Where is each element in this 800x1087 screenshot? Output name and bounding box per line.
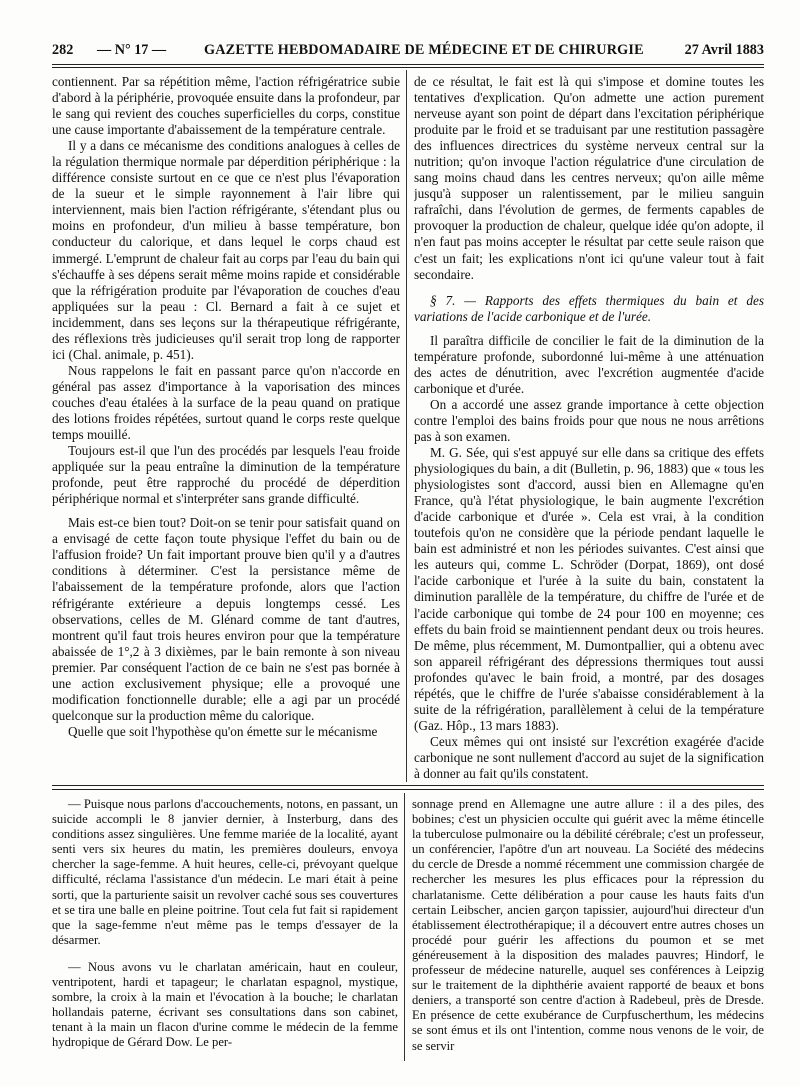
left-column <box>52 74 400 780</box>
paragraph: Quelle que soit l'hypothèse qu'on émette sur le mécanisme <box>68 723 378 739</box>
column-divider <box>404 793 405 1061</box>
paragraph: contiennent. Par sa répétition même, l'action réfrigératrice subie d'abord à la périphérie, provoquée ensuite dans la profondeur, par le sang qui revient des couches superficielles du corps, constitue une cause importante d'abaissement de la température centrale. <box>52 74 400 138</box>
news-right-column <box>412 797 764 1059</box>
paragraph: de ce résultat, le fait est là qui s'impose et domine toutes les tentatives d'explication. Qu'on admette une action purement nerveuse ayant son point de départ dans l'excitation périphérique produite par le froid et se traduisant par une restitution passagère des influences directrices du système nerveux central sur la nutrition; qu'on invoque l'action régulatrice d'une circulation de sang moins chaud dans les centres nerveux; qu'on aille même jusqu'à supposer un ralentissement, par le milieu sanguin rafraîchi, dans l'évolution de germes, de ferments capables de provoquer la production de chaleur, quelque idée qu'on adopte, il n'en faut pas moins accepter le résultat par cette seule raison que c'est un fait; les explications n'ont ici qu'une valeur tout à fait secondaire. <box>414 74 764 282</box>
journal-title: GAZETTE HEBDOMADAIRE DE MÉDECINE ET DE CHIRURGIE <box>204 42 644 58</box>
paragraph: Il paraîtra difficile de concilier le fait de la diminution de la température profonde, subordonné lui-même à une atténuation des actes de dénutrition, avec l'excrétion augmentée d'acide carbonique et d'urée. <box>414 332 764 396</box>
paragraph: Toujours est-il que l'un des procédés par lesquels l'eau froide appliquée sur la peau entraîne la diminution de la température profonde, peut être rapproché du procédé de déperdition périphérique normal et s'interpréter sans grande difficulté. <box>52 443 400 507</box>
page-header <box>52 42 764 64</box>
header-rule <box>52 64 764 65</box>
paragraph: On a accordé une assez grande importance à cette objection contre l'emploi des bains froids pour que nous ne nous arrêtions pas à son examen. <box>414 396 764 444</box>
paragraph: Ceux mêmes qui ont insisté sur l'excrétion exagérée d'acide carbonique ne sont nullement d'accord au sujet de la signification à donner au fait qu'ils constatent. <box>414 733 764 780</box>
issue-date: 27 Avril 1883 <box>684 42 764 58</box>
paragraph: Il y a dans ce mécanisme des conditions analogues à celles de la régulation thermique normale par déperdition périphérique : la différence consiste surtout en ce que ce n'est plus l'évaporation de la sueur et le simple rayonnement à l'air libre qui interviennent, mais bien l'action réfrigérante, s'étendant plus ou moins en profondeur, d'un milieu à basse température, bon conducteur du calorique, et dans lequel le corps chaud est immergé. L'emprunt de chaleur fait au corps par l'eau du bain qui s'échauffe à ses dépens serait même moins rapide et considérable que la réfrigération produite par l'évaporation de couches d'eau appliquées sur la peau : Cl. Bernard a fait à ce sujet et incidemment, dans ses leçons sur la thérapeutique réfrigérante, des réflexions très judicieuses qu'il serait trop long de rapporter ici (Chal. animale, p. 451). <box>52 138 400 362</box>
news-item: — Puisque nous parlons d'accouchements, notons, en passant, un suicide accompli le 8 janvier dernier, à Insterburg, dans des conditions assez singulières. Une femme mariée de la localité, ayant senti vers six heures du matin, les premières douleurs, envoya chercher la sage-femme. A huit heures, celle-ci, prévoyant quelque difficulté, réclama l'assistance d'un médecin. Le mari était à peine sorti, que la parturiente saisit un revolver caché sous ses couvertures et se tira une balle en pleine poitrine. Tout cela fut fait si rapidement que la sage-femme n'eut même pas le temps d'essayer de la désarmer. <box>52 797 398 947</box>
section-separator-thin <box>52 789 764 790</box>
header-rule-thin <box>52 67 764 68</box>
news-item: sonnage prend en Allemagne une autre allure : il a des piles, des bobines; c'est un physicien occulte qui guérit avec la même étincelle la tuberculose pulmonaire ou la débilité cérébrale; c'est un professeur, un conférencier, l'apôtre d'un art nouveau. La Société des médecins du cercle de Dresde a nommé récemment une commission chargée de rechercher les mesures les plus efficaces pour la répression du charlatanisme. Cette délibération a pour cause les hauts faits d'un certain Leibscher, ancien garçon tapissier, aujourd'hui directeur d'un établissement électrothérapique; il a découvert entre autres choses un procédé pour guérir les affections du poumon et se met généreusement à la disposition des malades pauvres; Hindorf, le professeur de médecine naturelle, auquel ses conférences à Leipzig sur le traitement de la diphthérie avaient rapporté de beaux et bons deniers, a transporté son centre d'action à Radebeul, près de Dresde. En présence de cette exubérance de Curpfuscherthum, les médecins se sont émus et ils ont l'intention, comme nous venons de le voir, de se servir <box>412 797 764 1053</box>
issue-number: — N° 17 — <box>97 42 167 58</box>
news-item: — Nous avons vu le charlatan américain, haut en couleur, ventripotent, hardi et tapageur; le charlatan espagnol, mystique, sombre, la croix à la main et l'évocation à la bouche; le charlatan hollandais paterne, écrivant ses consultations dans son cabinet, tenant à la main un flacon d'urine comme le médecin de la femme hydropique de Gérard Dow. Le per- <box>52 959 398 1050</box>
paragraph: M. G. Sée, qui s'est appuyé sur elle dans sa critique des effets physiologiques du bain, a dit (Bulletin, p. 96, 1883) que « tous les physiologistes sont d'accord, aussi bien en Allemagne qu'en France, qu'à l'état physiologique, le bain augmente l'excrétion d'acide carbonique et d'urée ». Cela est vrai, à la condition toutefois qu'on ne considère que la période pendant laquelle le bain est administré et non les périodes suivantes. C'est ainsi que les auteurs qui, comme L. Schröder (Dorpat, 1869), ont dosé l'acide carbonique et l'urée à la suite du bain, constatent la diminution parallèle de la température, du chiffre de l'urée et de l'acide carbonique qui tombe de 24 pour 100 en moyenne; ces effets du bain froid se maintiennent pendant deux ou trois heures. De même, plus récemment, M. Dumontpallier, qui a obtenu avec son appareil réfrigérant des dépressions thermiques tout aussi profondes qu'avec le bain froid, a montré, par des dosages répétés, que le chiffre de l'urée s'abaisse considérablement à la suite de la réfrigération, parallèlement à celui de la température (Gaz. Hôp., 13 mars 1883). <box>414 445 764 733</box>
page-number: 282 <box>52 42 74 58</box>
paragraph: Nous rappelons le fait en passant parce qu'on n'accorde en général pas assez d'importance à la vaporisation des minces couches d'eau étalées à la surface de la peau quand on pratique des lotions froides répétées, surtout quand le corps reste quelque temps mouillé. <box>52 362 400 443</box>
column-divider <box>406 70 407 782</box>
paragraph: Mais est-ce bien tout? Doit-on se tenir pour satisfait quand on a envisagé de cette façon toute physique l'effet du bain ou de l'affusion froide? Un fait important prouve bien qu'il y a d'autres conditions à déterminer. C'est la persistance même de l'abaissement de la température profonde, alors que l'action réfrigérante extérieure a depuis longtemps cessé. Les observations, celles de M. Glénard comme de tant d'autres, montrent qu'il faut trois heures environ pour que la température abaissée de 1°,2 à 3 dixièmes, par le bain remonte à son niveau premier. Par conséquent l'action de ce bain ne s'est pas bornée à une action exclusivement physique; elle a provoqué une modification fonctionnelle durable; elle a agi par un procédé quelconque sur la production même du calorique. <box>52 515 400 723</box>
section-separator <box>52 785 764 786</box>
news-left-column <box>52 797 398 1059</box>
right-column <box>414 74 764 780</box>
section-heading: § 7. — Rapports des effets thermiques du bain et des variations de l'acide carbonique et de l'urée. <box>414 292 764 324</box>
